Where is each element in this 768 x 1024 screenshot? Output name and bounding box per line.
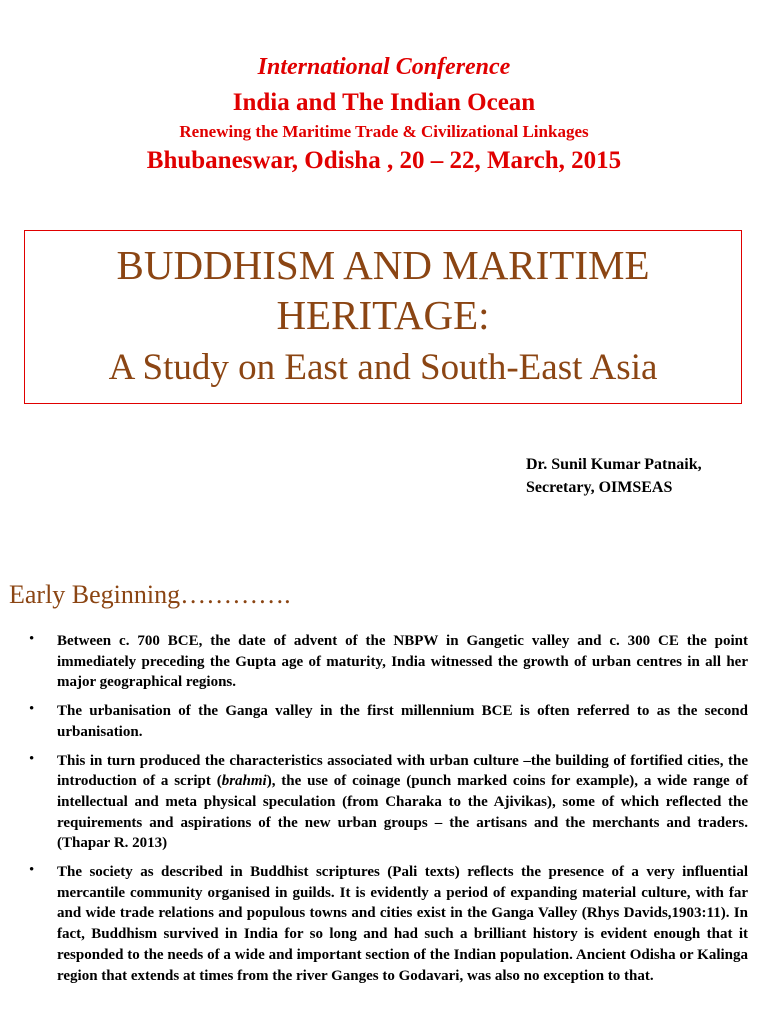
conference-title: International Conference [257, 54, 511, 80]
bullet-text: The urbanisation of the Ganga valley in the first millennium BCE is often referred to as the second urbanisation. [57, 703, 748, 740]
bullet-item [0, 751, 768, 855]
conference-subject: India and The Indian Ocean [232, 89, 536, 116]
bullet-item [0, 631, 768, 693]
bullet-text-part: This in turn produced the characteristics associated with urban culture –the building of fortified cities, the introduction of a script ( [57, 752, 748, 790]
author-name: Dr. Sunil Kumar Patnaik, [526, 456, 702, 473]
bullet-text [57, 751, 748, 855]
conference-venue: Bhubaneswar, Odisha , 20 – 22, March, 2015 [146, 147, 622, 174]
bullet-list [0, 631, 768, 994]
bullet-item [0, 862, 768, 986]
bullet-text-part: ), the use of coinage (punch marked coins for example), a wide range of intellectual and meta physical speculation (from Charaka to the Ajivikas), some of which reflected the requirements and aspirations of the new urban groups – the artisans and the merchants and traders.(Thapar R. 2013) [57, 773, 748, 852]
paper-title-box [24, 230, 742, 404]
bullet-item [0, 701, 768, 742]
bullet-marker: • [29, 862, 35, 879]
paper-title-line-2: HERITAGE: [276, 292, 490, 338]
bullet-marker: • [29, 701, 35, 718]
bullet-marker: • [29, 631, 35, 647]
author-role: Secretary, OIMSEAS [526, 479, 673, 496]
bullet-text: Between c. 700 BCE, the date of advent of the NBPW in Gangetic valley and c. 300 CE the point immediately preceding the Gupta age of maturity, India witnessed the growth of urban centres in all her major geographical regions. [57, 633, 748, 691]
bullet-marker: • [29, 750, 35, 767]
paper-title-line-1: BUDDHISM AND MARITIME [116, 242, 650, 288]
bullet-text-italic: brahmi [221, 773, 267, 790]
paper-subtitle: A Study on East and South-East Asia [108, 347, 658, 388]
conference-tagline: Renewing the Maritime Trade & Civilizational Linkages [179, 122, 589, 141]
section-heading: Early Beginning…………. [9, 580, 291, 609]
bullet-text: The society as described in Buddhist scriptures (Pali texts) reflects the presence of a very influential mercantile community organised in guilds. It is evidently a period of expanding material culture, with far and wide trade relations and populous towns and cities exist in the Ganga Valley (Rhys Davids,1903:11). In fact, Buddhism survived in India for so long and had such a brilliant history is evident enough that it responded to the needs of a wide and important section of the Indian population. Ancient Odisha or Kalinga region that extends at times from the river Ganges to Godavari, was also no exception to that. [57, 864, 748, 984]
